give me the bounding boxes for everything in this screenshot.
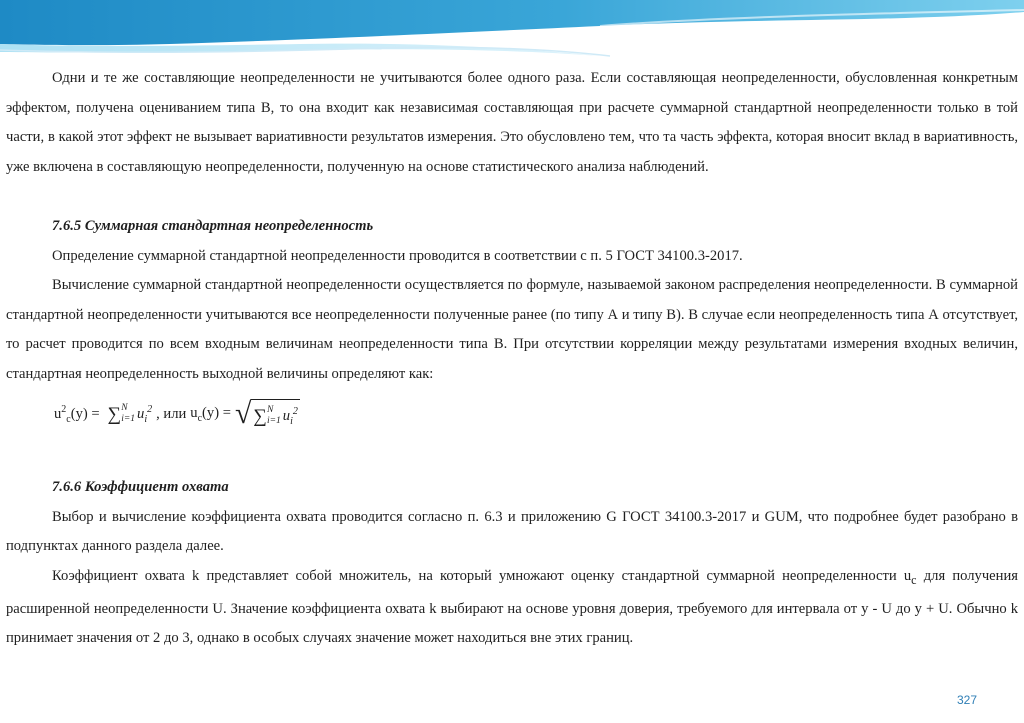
page-content bbox=[6, 64, 1018, 654]
formula-lhs-squared: $u^2_c(y)$ = bbox=[54, 403, 100, 425]
page-number: 327 bbox=[957, 693, 978, 707]
summation-sign: ∑ bbox=[107, 403, 122, 425]
formula-term-2: $u_i^2$ bbox=[282, 405, 298, 427]
formula-connector: , или bbox=[156, 405, 187, 422]
summation-limits: N i=1 bbox=[121, 403, 136, 424]
header-wave-banner bbox=[0, 0, 1024, 62]
formula-lhs: $u_c(y)$ = bbox=[190, 404, 231, 424]
paragraph-coverage-selection: Выбор и вычисление коэффициента охвата проводится согласно п. 6.3 и приложению G ГОСТ 34100.3-2017 и GUM, что подробнее будет разобрано в подпунктах данного раздела далее. bbox=[6, 508, 1018, 554]
radical-sign: √ bbox=[234, 397, 252, 430]
formula-term: $u_i^2$ bbox=[137, 403, 153, 425]
section-heading-7-6-5: 7.6.5 Суммарная стандартная неопределенность bbox=[52, 218, 374, 234]
summation-sign-2: ∑ bbox=[253, 405, 267, 427]
paragraph-uncertainty-components: Одни и те же составляющие неопределенности не учитываются более одного раза. Если составляющая неопределенности, обусловленная конкретным эффектом, получена оцениванием типа В, то она входит как независимая составляющая при расчете суммарной стандартной неопределенности только в той части, в какой этот эффект не вызывает вариативности результатов измерения. Это обусловлено тем, что та часть эффекта, которая вносит вклад в вариативность, уже включена в составляющую неопределенности, полученную на основе статистического анализа наблюдений. bbox=[6, 70, 1018, 175]
section-heading-7-6-6: 7.6.6 Коэффициент охвата bbox=[52, 479, 229, 495]
paragraph-definition: Определение суммарной стандартной неопределенности проводится в соответствии с п. 5 ГОСТ 34100.3-2017. bbox=[52, 247, 743, 264]
paragraph-coverage-factor: Коэффициент охвата k представляет собой множитель, на который умножают оценку стандартной суммарной неопределенности $u_c$ для получения расширенной неопределенности U. Значение коэффициента охвата k выбирают на основе уровня доверия, требуемого для интервала от y - U до y + U. Обычно k принимает значения от 2 до 3, однако в особых случаях значение может находиться вне этих границ. bbox=[6, 567, 1018, 647]
paragraph-calculation: Вычисление суммарной стандартной неопределенности осуществляется по формуле, называемой законом распределения неопределенности. В суммарной стандартной неопределенности учитываются все неопределенности полученные ранее (по типу А и типу В). В случае если неопределенность типа А отсутствует, то расчет проводится по всем входным величинам неопределенности типа В. При отсутствии корреляции между результатами измерения входных величин, стандартная неопределенность выходной величины определяют как: bbox=[6, 277, 1018, 382]
square-root bbox=[235, 399, 300, 429]
summation-limits-2: N i=1 bbox=[266, 405, 281, 426]
combined-uncertainty-formula bbox=[6, 389, 1018, 439]
